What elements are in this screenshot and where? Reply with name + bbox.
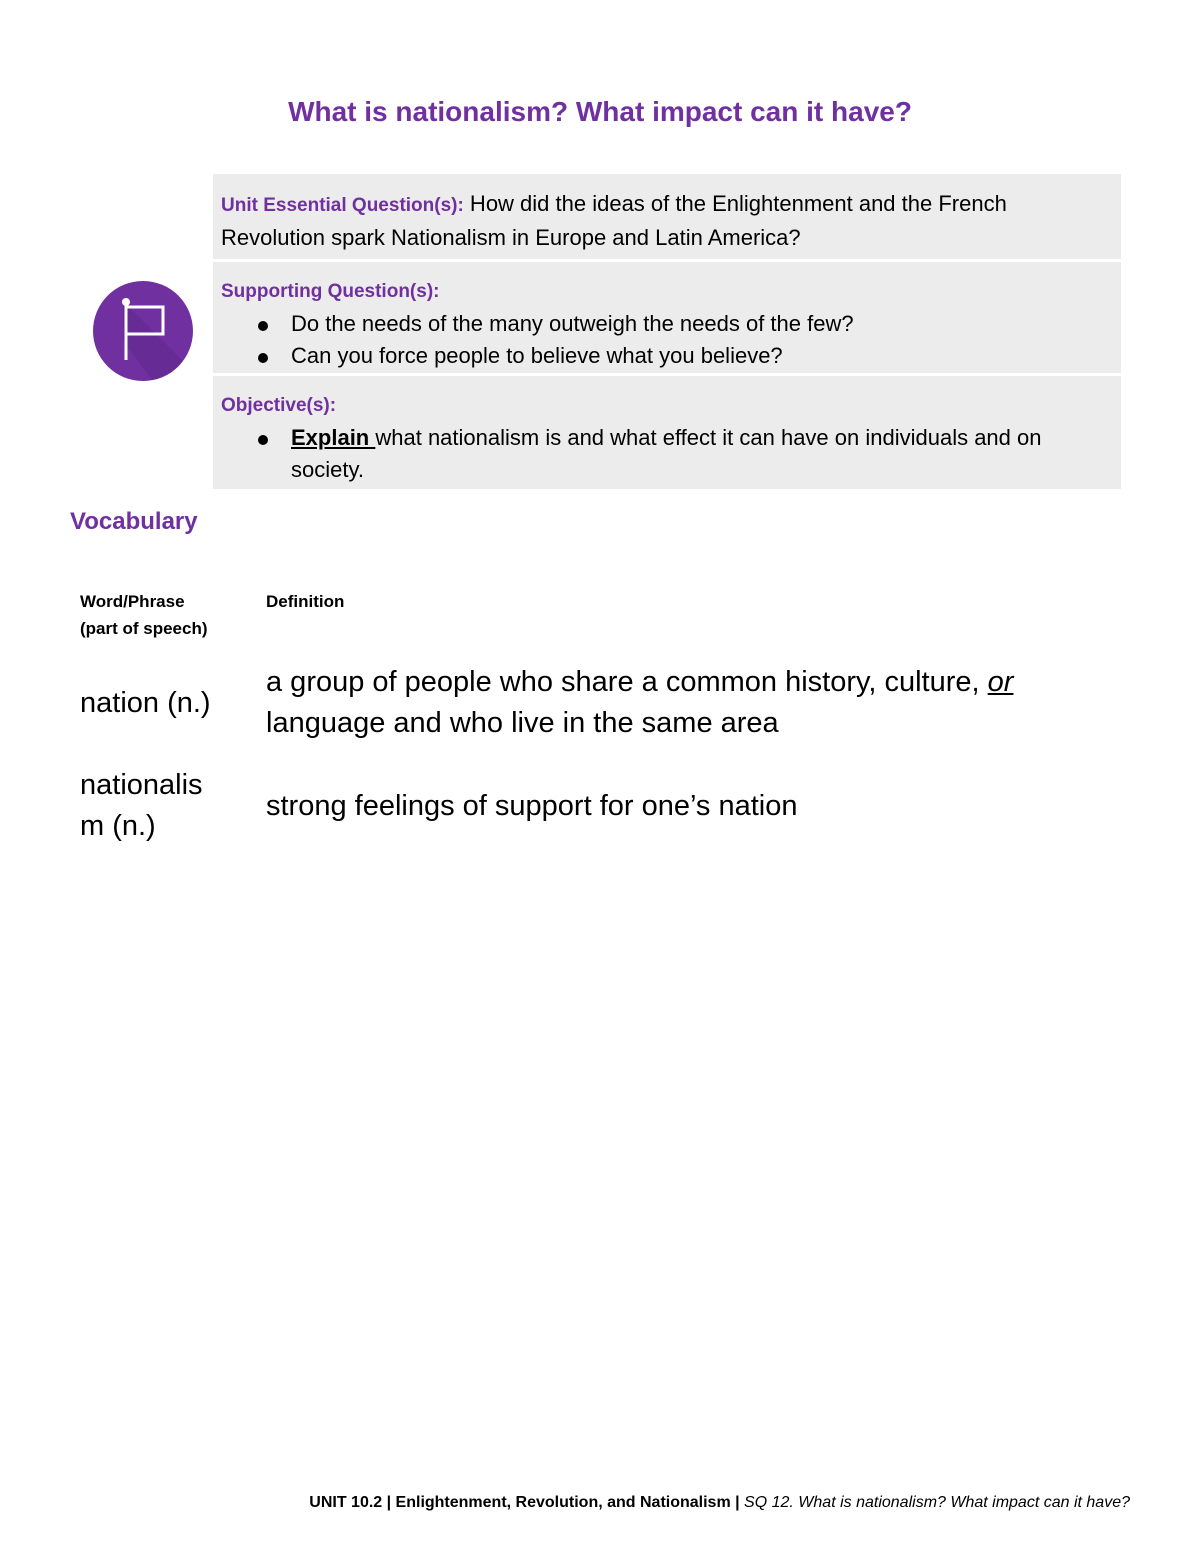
vocab-word-line2: m (n.) [80,810,156,842]
definition-emphasis: or [987,666,1014,698]
page-footer [0,1494,1130,1512]
footer-unit: UNIT 10.2 | Enlightenment, Revolution, and Nationalism | [309,1494,745,1511]
unit-essential-label: Unit Essential Question(s): [221,195,464,216]
objective-list [221,422,1113,486]
vocab-word: nation (n.) [80,686,211,719]
column-header-word-line1: Word/Phrase [80,592,185,611]
vocab-definition [266,662,1120,744]
objective-text: what nationalism is and what effect it can have on individuals and on society. [291,425,1042,482]
supporting-section [213,259,1121,373]
list-item: Do the needs of the many outweigh the needs of the few? [221,308,1113,340]
vocabulary-heading: Vocabulary [70,508,198,535]
list-item: Can you force people to believe what you believe? [221,340,1113,372]
footer-question: SQ 12. What is nationalism? What impact can it have? [744,1494,1130,1511]
column-header-word-line2: (part of speech) [80,619,208,638]
objective-section [213,373,1121,489]
page-title: What is nationalism? What impact can it have? [288,96,912,127]
supporting-list [221,308,1113,372]
definition-part: a group of people who share a common history, culture, [266,666,988,698]
vocabulary-header-row [80,588,1120,658]
table-row [80,756,1120,856]
question-panel [213,174,1121,489]
column-header-word [80,588,266,658]
flag-icon [93,281,193,381]
vocabulary-table [80,588,1120,856]
supporting-label: Supporting Question(s): [221,281,440,302]
unit-essential-text: How did the ideas of the Enlightenment and the French Revolution spark Nationalism in Europe and Latin America? [221,191,1007,250]
objective-verb: Explain [291,425,376,450]
unit-essential-section [213,174,1121,259]
vocab-word-line1: nationalis [80,769,203,801]
vocab-definition: strong feelings of support for one’s nation [266,789,798,822]
objective-label: Objective(s): [221,395,337,416]
definition-part: language and who live in the same area [266,707,779,739]
column-header-definition: Definition [266,592,345,611]
vocab-word [80,765,266,847]
table-row [80,658,1120,748]
list-item [221,422,1113,486]
